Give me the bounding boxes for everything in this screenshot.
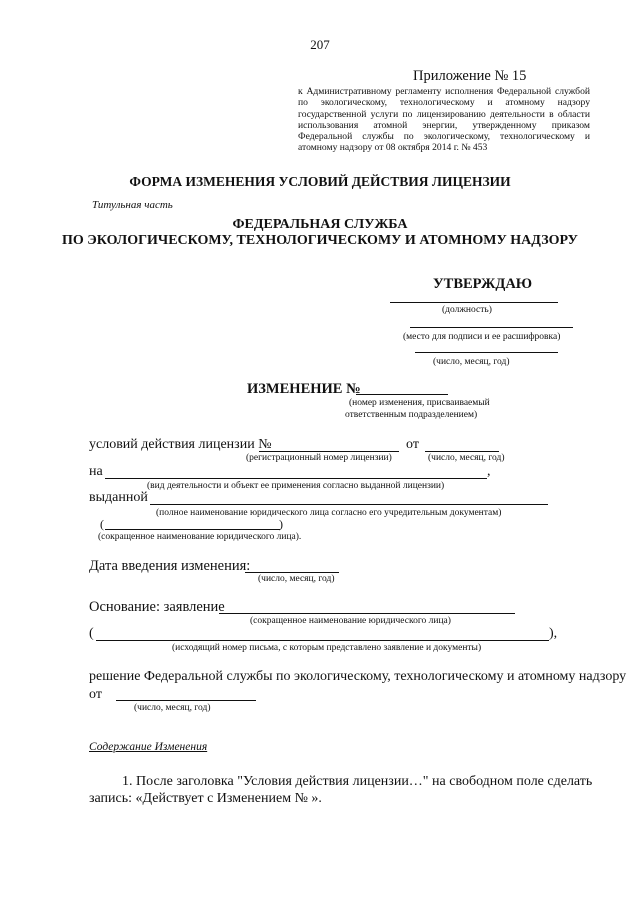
approval-date-line [415, 352, 558, 353]
issued-full-name-hint: (полное наименование юридического лица согласно его учредительным документам) [156, 508, 502, 518]
license-label: условий действия лицензии № [89, 437, 272, 452]
basis-close-paren: ), [549, 626, 558, 641]
activity-trailing: , [487, 464, 491, 479]
change-hint-2: ответственным подразделением) [345, 410, 478, 420]
basis-name-line [219, 613, 515, 614]
issued-open-paren: ( [100, 517, 104, 531]
license-date-line [425, 451, 499, 452]
item-1-line-2: запись: «Действует с Изменением № ». [89, 791, 322, 806]
change-label: ИЗМЕНЕНИЕ № [247, 381, 361, 397]
decision-date-hint: (число, месяц, год) [134, 703, 211, 713]
signature-line [410, 327, 573, 328]
basis-letter-hint: (исходящий номер письма, с которым представлено заявление и документы) [172, 643, 482, 653]
position-line [390, 302, 558, 303]
issued-label: выданной [89, 490, 148, 505]
basis-label: Основание: заявление [89, 599, 225, 615]
title-part-label: Титульная часть [92, 199, 173, 211]
basis-open-paren: ( [89, 626, 94, 641]
license-number-line [259, 451, 399, 452]
content-label: Содержание Изменения [89, 741, 208, 753]
approve-title: УТВЕРЖДАЮ [433, 276, 533, 292]
license-reg-hint: (регистрационный номер лицензии) [246, 453, 392, 463]
position-hint: (должность) [442, 305, 492, 315]
basis-name-hint: (сокращенное наименование юридического лица) [250, 616, 451, 626]
activity-line [105, 478, 487, 479]
decision-label: решение Федеральной службы по экологическому, технологическому и атомному надзору [89, 669, 627, 684]
decision-date-line [116, 700, 256, 701]
activity-label: на [89, 464, 103, 479]
change-number-line [356, 394, 448, 395]
agency-line-1: ФЕДЕРАЛЬНАЯ СЛУЖБА [232, 217, 408, 232]
agency-line-2: ПО ЭКОЛОГИЧЕСКОМУ, ТЕХНОЛОГИЧЕСКОМУ И АТОМНОМУ НАДЗОРУ [62, 233, 578, 248]
form-title: ФОРМА ИЗМЕНЕНИЯ УСЛОВИЙ ДЕЙСТВИЯ ЛИЦЕНЗИИ [129, 174, 511, 189]
effective-date-hint: (число, месяц, год) [258, 574, 335, 584]
decision-from-label: от [89, 687, 102, 702]
license-from-label: от [406, 437, 419, 452]
issued-short-name-line [105, 529, 280, 530]
item-1-line-1: 1. После заголовка "Условия действия лицензии…" на свободном поле сделать [122, 774, 593, 789]
annex-title: Приложение № 15 [413, 68, 527, 84]
change-hint-1: (номер изменения, присваиваемый [349, 398, 490, 408]
effective-date-line [245, 572, 339, 573]
approval-date-hint: (число, месяц, год) [433, 357, 510, 367]
issued-full-name-line [150, 504, 548, 505]
annex-description: к Административному регламенту исполнения Федеральной службой по экологическому, технологическому и атомному надзору государственной услуги по лицензированию деятельности в области использования атомной энергии, утвержденному приказом Федеральной службы по экологическому, технологическому и атомному надзору от 08 октября 2014 г. № 453 [298, 86, 590, 154]
signature-hint: (место для подписи и ее расшифровка) [403, 332, 561, 342]
issued-short-name-hint: (сокращенное наименование юридического лица). [98, 532, 302, 542]
issued-close-paren: ) [279, 517, 283, 531]
effective-label: Дата введения изменения: [89, 558, 251, 574]
license-date-hint: (число, месяц, год) [428, 453, 505, 463]
activity-hint: (вид деятельности и объект ее применения согласно выданной лицензии) [147, 481, 445, 491]
basis-letter-line [96, 640, 549, 641]
page-number: 207 [310, 37, 330, 52]
